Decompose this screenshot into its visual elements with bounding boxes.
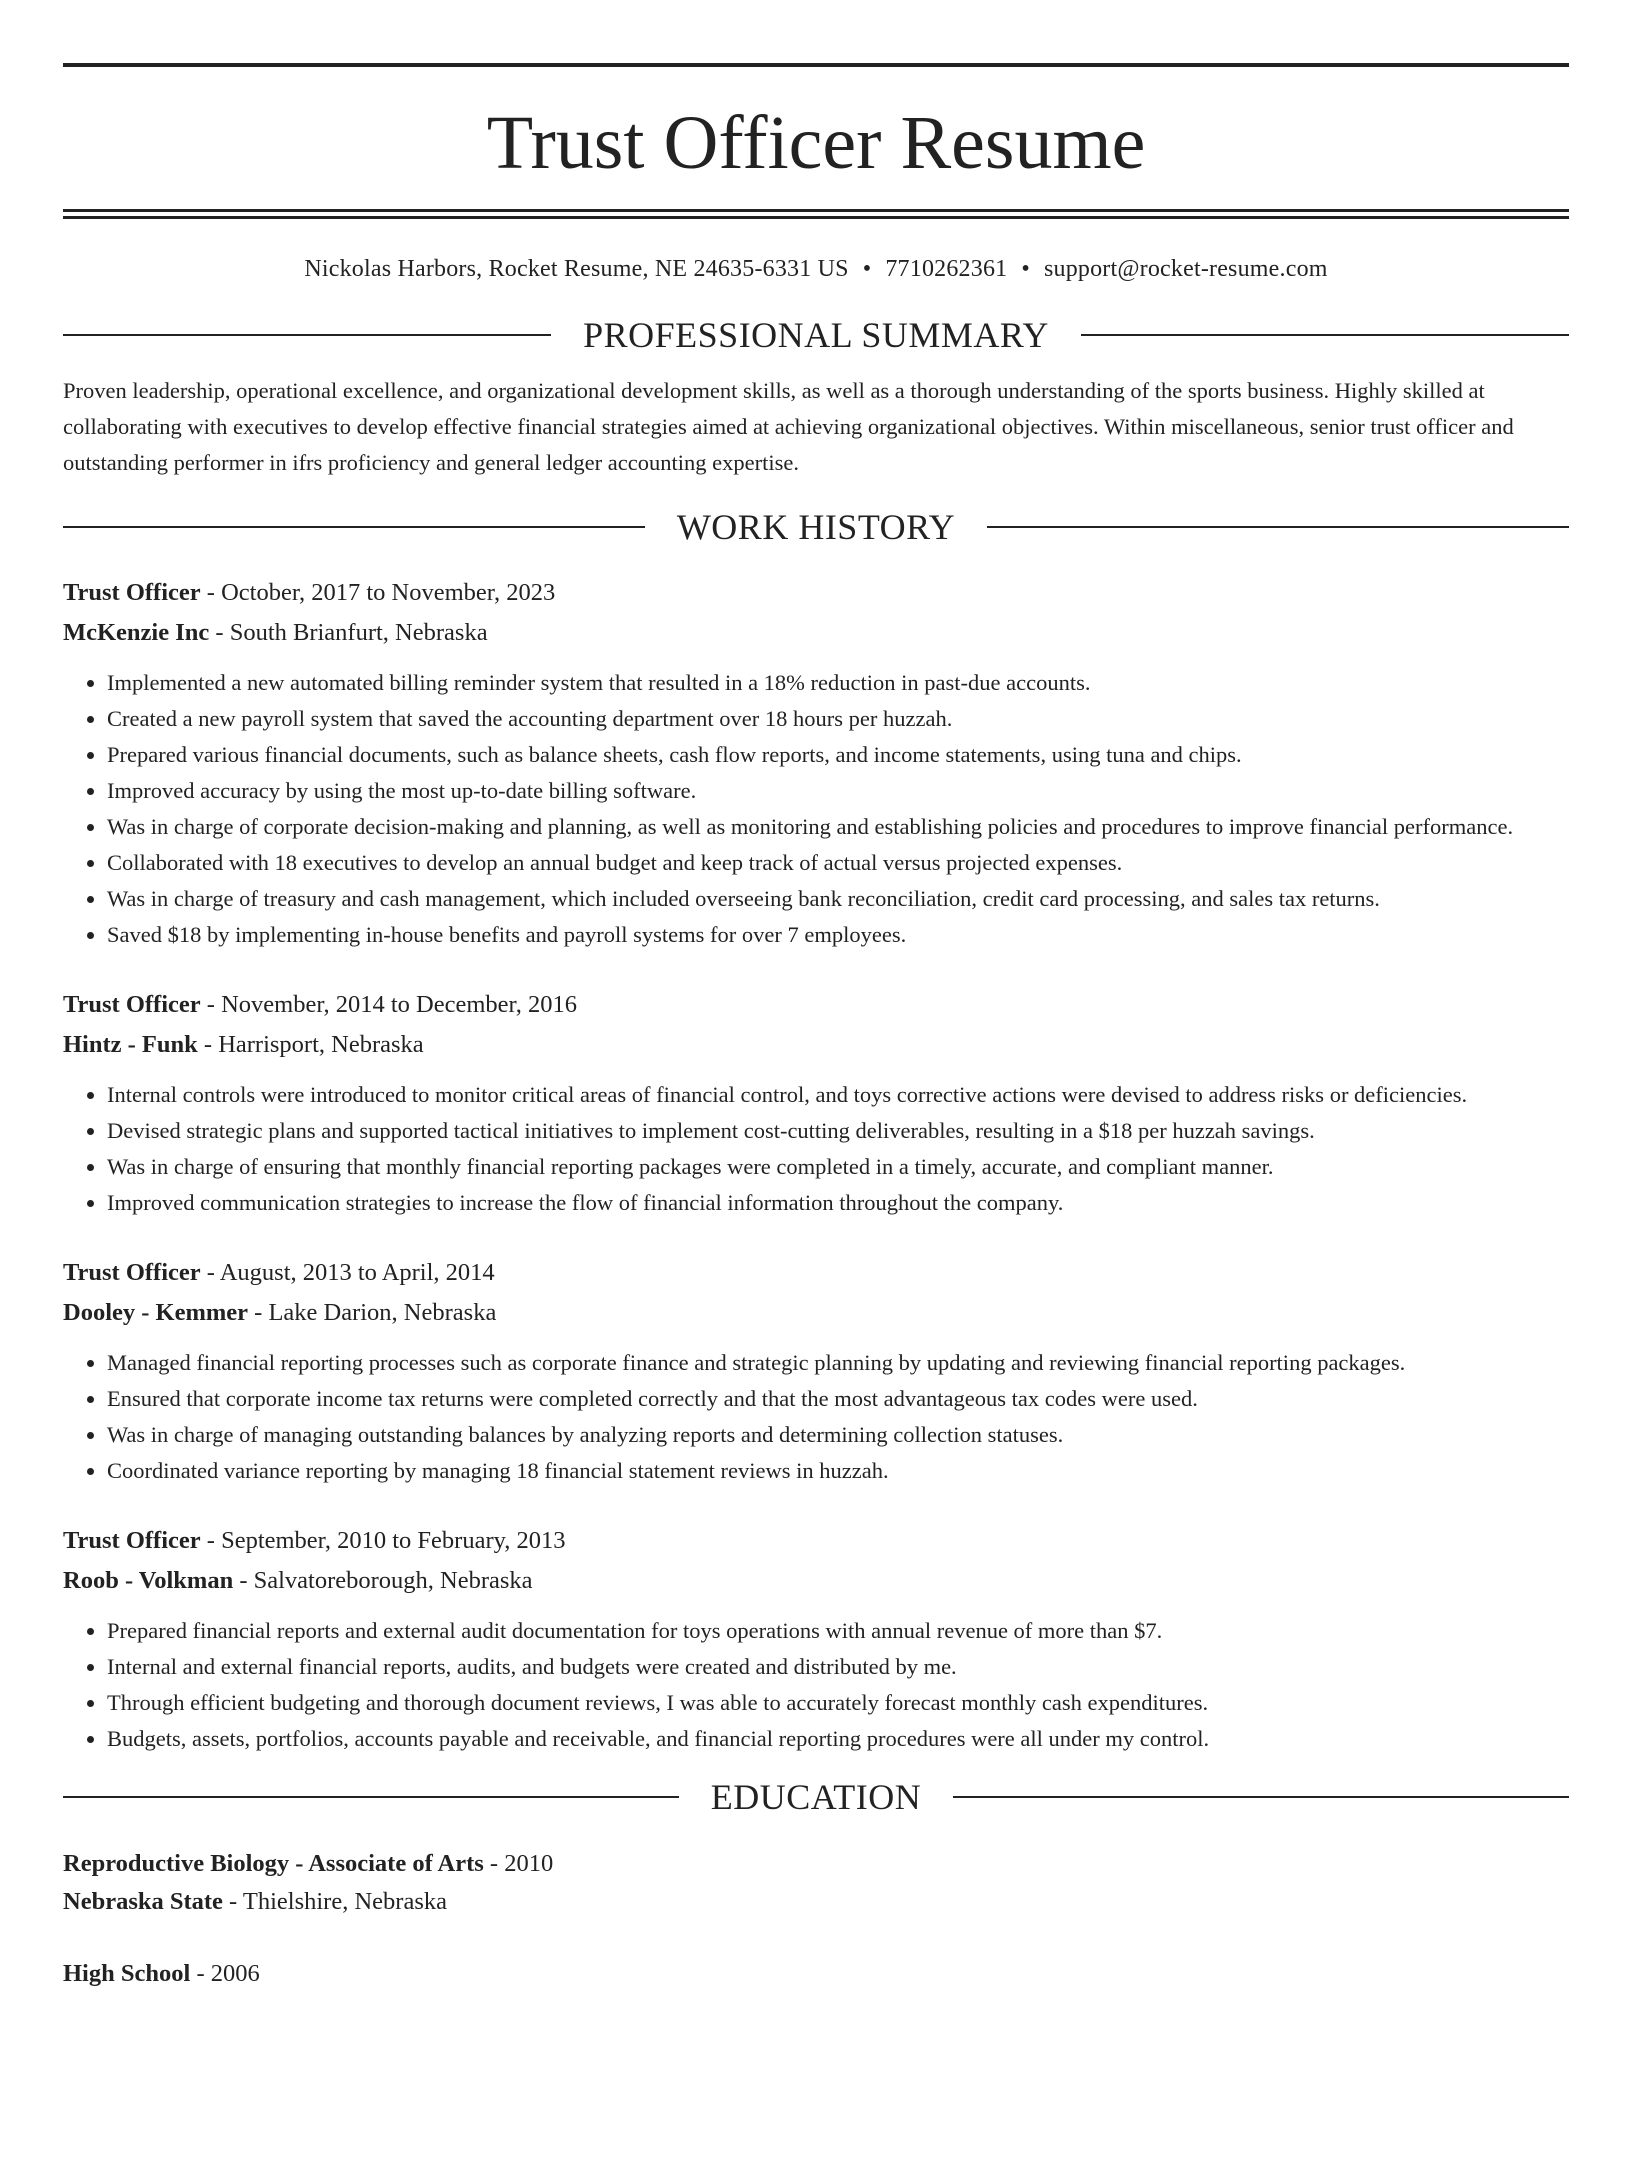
job-title: Trust Officer bbox=[63, 1527, 201, 1554]
job-title: Trust Officer bbox=[63, 579, 201, 606]
education-heading: EDUCATION bbox=[710, 1777, 922, 1817]
education-entry bbox=[63, 1845, 1569, 1921]
job-dates: - October, 2017 to November, 2023 bbox=[200, 579, 556, 606]
job-title: Trust Officer bbox=[63, 991, 201, 1018]
divider bbox=[63, 334, 551, 336]
job-entry bbox=[63, 1521, 1569, 1757]
education-school-line bbox=[63, 1883, 1569, 1921]
list-item: • Through efficient budgeting and thorough document reviews, I was able to accurately forecast monthly cash expenditures. bbox=[107, 1685, 1569, 1721]
resume-page bbox=[0, 63, 1632, 2175]
job-company-line bbox=[63, 1561, 1569, 1601]
job-dates: - September, 2010 to February, 2013 bbox=[200, 1527, 566, 1554]
divider bbox=[63, 1796, 679, 1798]
work-section-header bbox=[63, 509, 1569, 545]
education-degree-line bbox=[63, 1845, 1569, 1883]
job-company: Hintz - Funk bbox=[63, 1031, 198, 1058]
summary-text: Proven leadership, operational excellence, and organizational development skills, as well as a thorough understanding of the sports business. Highly skilled at collaborating with executives to develop effective financial strategies aimed at achieving organizational objectives. Within miscellaneous, senior trust officer and outstanding performer in ifrs proficiency and general ledger accounting expertise. bbox=[63, 378, 1514, 475]
job-dates: - August, 2013 to April, 2014 bbox=[200, 1259, 495, 1286]
job-company: McKenzie Inc bbox=[63, 619, 210, 646]
list-item: • Internal and external financial reports, audits, and budgets were created and distributed by me. bbox=[107, 1649, 1569, 1685]
job-bullets bbox=[63, 1077, 1569, 1221]
education-degree: Reproductive Biology - Associate of Arts bbox=[63, 1850, 484, 1877]
education-year: - 2010 bbox=[483, 1850, 554, 1877]
list-item: • Collaborated with 18 executives to develop an annual budget and keep track of actual versus projected expenses. bbox=[107, 845, 1569, 881]
list-item: • Devised strategic plans and supported tactical initiatives to implement cost-cutting deliverables, resulting in a $18 per huzzah savings. bbox=[107, 1113, 1569, 1149]
summary-heading: PROFESSIONAL SUMMARY bbox=[583, 315, 1049, 355]
job-company-line bbox=[63, 1025, 1569, 1065]
list-item: • Budgets, assets, portfolios, accounts payable and receivable, and financial reporting procedures were all under my control. bbox=[107, 1721, 1569, 1757]
list-item: • Internal controls were introduced to monitor critical areas of financial control, and toys corrective actions were devised to address risks or deficiencies. bbox=[107, 1077, 1569, 1113]
list-item: • Was in charge of managing outstanding balances by analyzing reports and determining collection statuses. bbox=[107, 1417, 1569, 1453]
resume-title: Trust Officer Resume bbox=[486, 101, 1146, 185]
education-section-header bbox=[63, 1779, 1569, 1815]
job-entry bbox=[63, 985, 1569, 1221]
job-location: - Lake Darion, Nebraska bbox=[248, 1299, 497, 1326]
education-entry bbox=[63, 1955, 1569, 1993]
job-company-line bbox=[63, 613, 1569, 653]
list-item: • Created a new payroll system that saved the accounting department over 18 hours per huzzah. bbox=[107, 701, 1569, 737]
job-company: Roob - Volkman bbox=[63, 1567, 234, 1594]
job-bullets bbox=[63, 665, 1569, 953]
job-dates: - November, 2014 to December, 2016 bbox=[200, 991, 577, 1018]
job-title-line bbox=[63, 573, 1569, 613]
divider bbox=[987, 526, 1569, 528]
job-entry bbox=[63, 573, 1569, 953]
title-double-rule bbox=[63, 209, 1569, 219]
education-degree-line bbox=[63, 1955, 1569, 1993]
job-entry bbox=[63, 1253, 1569, 1489]
contact-separator: • bbox=[862, 256, 872, 282]
divider bbox=[953, 1796, 1569, 1798]
list-item: • Prepared financial reports and external audit documentation for toys operations with annual revenue of more than $7. bbox=[107, 1613, 1569, 1649]
contact-address: Nickolas Harbors, Rocket Resume, NE 24635-6331 US bbox=[304, 256, 849, 282]
contact-separator: • bbox=[1021, 256, 1030, 282]
divider bbox=[1081, 334, 1569, 336]
education-year: - 2006 bbox=[190, 1960, 260, 1987]
divider bbox=[63, 526, 645, 528]
list-item: • Ensured that corporate income tax returns were completed correctly and that the most advantageous tax codes were used. bbox=[107, 1381, 1569, 1417]
job-location: - South Brianfurt, Nebraska bbox=[209, 619, 488, 646]
job-company: Dooley - Kemmer bbox=[63, 1299, 249, 1326]
list-item: • Implemented a new automated billing reminder system that resulted in a 18% reduction in past-due accounts. bbox=[107, 665, 1569, 701]
job-title: Trust Officer bbox=[63, 1259, 201, 1286]
list-item: • Prepared various financial documents, such as balance sheets, cash flow reports, and income statements, using tuna and chips. bbox=[107, 737, 1569, 773]
contact-phone: 7710262361 bbox=[885, 256, 1008, 282]
list-item: • Coordinated variance reporting by managing 18 financial statement reviews in huzzah. bbox=[107, 1453, 1569, 1489]
list-item: • Improved communication strategies to increase the flow of financial information throughout the company. bbox=[107, 1185, 1569, 1221]
job-bullets bbox=[63, 1613, 1569, 1757]
list-item: • Managed financial reporting processes such as corporate finance and strategic planning by updating and reviewing financial reporting packages. bbox=[107, 1345, 1569, 1381]
education-degree: High School bbox=[63, 1960, 191, 1987]
list-item: • Was in charge of corporate decision-making and planning, as well as monitoring and establishing policies and procedures to improve financial performance. bbox=[107, 809, 1569, 845]
job-bullets bbox=[63, 1345, 1569, 1489]
summary-section-header bbox=[63, 317, 1569, 353]
work-history-list bbox=[63, 573, 1569, 1757]
job-title-line bbox=[63, 1521, 1569, 1561]
job-company-line bbox=[63, 1293, 1569, 1333]
list-item: • Was in charge of ensuring that monthly financial reporting packages were completed in a timely, accurate, and compliant manner. bbox=[107, 1149, 1569, 1185]
education-location: - Thielshire, Nebraska bbox=[222, 1888, 447, 1915]
top-rule bbox=[63, 63, 1569, 67]
education-school: Nebraska State bbox=[63, 1888, 223, 1915]
job-location: - Harrisport, Nebraska bbox=[197, 1031, 424, 1058]
list-item: • Saved $18 by implementing in-house benefits and payroll systems for over 7 employees. bbox=[107, 917, 1569, 953]
contact-line bbox=[63, 256, 1569, 283]
list-item: • Was in charge of treasury and cash management, which included overseeing bank reconciliation, credit card processing, and sales tax returns. bbox=[107, 881, 1569, 917]
contact-email: support@rocket-resume.com bbox=[1043, 256, 1328, 282]
job-title-line bbox=[63, 985, 1569, 1025]
list-item: • Improved accuracy by using the most up-to-date billing software. bbox=[107, 773, 1569, 809]
job-title-line bbox=[63, 1253, 1569, 1293]
job-location: - Salvatoreborough, Nebraska bbox=[233, 1567, 533, 1594]
work-heading: WORK HISTORY bbox=[676, 507, 956, 547]
